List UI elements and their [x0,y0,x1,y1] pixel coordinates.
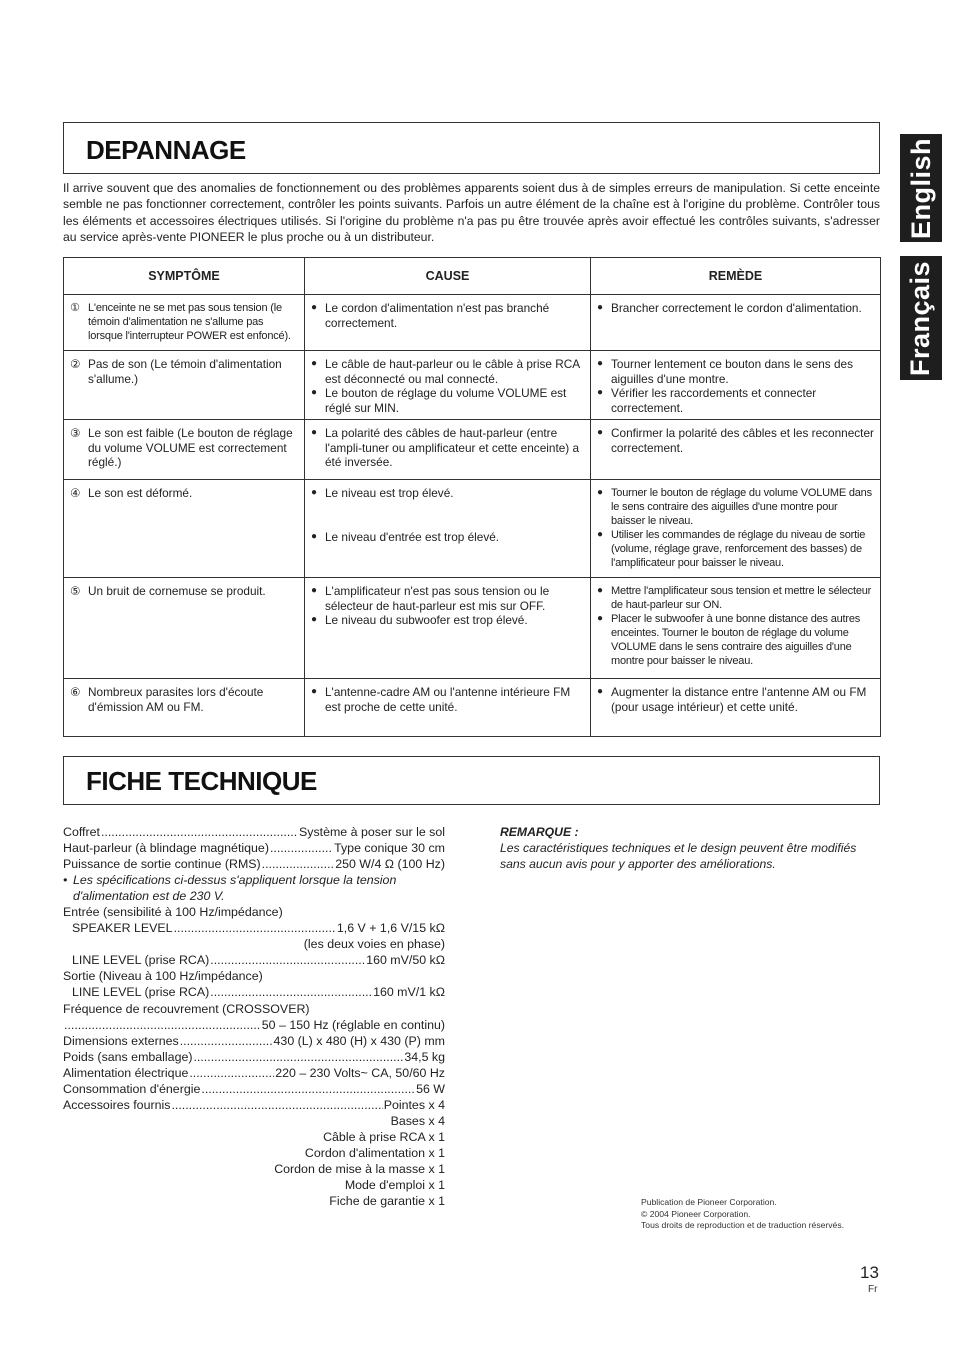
table-row [64,351,881,420]
symptom-cell: ⑥ Nombreux parasites lors d'écoute d'émission AM ou FM. [70,685,264,714]
tab-english [900,134,942,242]
table-row [64,295,881,351]
fiche-title-box [63,756,880,805]
spec-line-in: LINE LEVEL (prise RCA) ..... 160 mV/50 kΩ [63,952,445,968]
publication-info: Publication de Pioneer Corporation. © 2004 Pioneer Corporation. Tous droits de reproduction et de traduction réservés. [641,1197,845,1230]
spec-list [63,824,445,1209]
spec-speaker-level: SPEAKER LEVEL ..... 1,6 V + 1,6 V/15 kΩ [63,920,445,936]
spec-puissance: Puissance de sortie continue (RMS) ..... 250 W/4 Ω (100 Hz) [63,856,445,872]
remedy-item: ● Confirmer la polarité des câbles et les reconnecter correctement. [597,426,874,455]
spec-haut-parleur: Haut-parleur (à blindage magnétique) ..... Type conique 30 cm [63,840,445,856]
remedy-item: ● Tourner lentement ce bouton dans le sens des aiguilles d'une montre. [597,357,853,386]
table-row [64,420,881,480]
remedy-item: ● Vérifier les raccordements et connecter correctement. [597,386,817,415]
tab-francais-label: Français [905,260,936,376]
remedy-item: ● Tourner le bouton de réglage du volume VOLUME dans le sens contraire des aiguilles d'une montre pour baisser le niveau. [597,487,872,527]
accessory-item: Fiche de garantie x 1 [329,1194,445,1209]
cause-item: ● La polarité des câbles de haut-parleur (entre l'ampli-tuner ou amplificateur et cette enceinte) a été inversée. [311,426,580,469]
troubleshooting-table [63,257,881,737]
remarque [500,824,882,872]
depannage-intro: Il arrive souvent que des anomalies de fonctionnement ou des problèmes apparents soient dus à de simples erreurs de manipulation. Si cette enceinte semble ne pas fonctionner correctement, contrôler les points suivants. Parfois un autre élément de la chaîne est à l'origine du problème. Contrôler tous les éléments et accessoires électriques utilisés. Si l'origine du problème n'a pas pu être trouvée après avoir effectué les contrôles suivants, s'adresser au service après-vente PIONEER le plus proche ou à un distributeur. [63,181,880,244]
cause-item: ● Le câble de haut-parleur ou le câble à prise RCA est déconnecté ou mal connecté. [311,357,580,386]
cause-item: ● Le niveau est trop élevé. [311,486,454,500]
fiche-title: FICHE TECHNIQUE [86,766,317,796]
accessory-item: Câble à prise RCA x 1 [323,1129,445,1144]
remedy-item: ● Mettre l'amplificateur sous tension et mettre le sélecteur de haut-parleur sur ON. [597,585,872,611]
accessory-item: Cordon de mise à la masse x 1 [274,1161,445,1176]
spec-accessoires: Accessoires fournis ..... Pointes x 4 [63,1097,445,1113]
cause-item: ● Le niveau du subwoofer est trop élevé. [311,613,528,627]
table-row [64,578,881,679]
remedy-item: ● Brancher correctement le cordon d'alimentation. [597,301,862,315]
header-cause: CAUSE [305,258,591,295]
cause-item: ● Le bouton de réglage du volume VOLUME est réglé sur MIN. [311,386,567,415]
remedy-item: ● Utiliser les commandes de réglage du niveau de sortie (volume, réglage grave, renforcement des basses) de l'amplificateur pour baisser le niveau. [597,529,866,569]
header-symptom: SYMPTÔME [64,258,305,295]
spec-crossover: ..... 50 – 150 Hz (réglable en continu) [63,1017,445,1033]
tab-english-label: English [905,137,936,239]
spec-speaker-level-note: (les deux voies en phase) [303,937,445,952]
header-remedy: REMÈDE [591,258,881,295]
spec-line-out: LINE LEVEL (prise RCA) ..... 160 mV/1 kΩ [63,984,445,1000]
spec-puissance-note: • Les spécifications ci-dessus s'appliquent lorsque la tension d'alimentation est de 230 V. [63,873,397,904]
page-language: Fr [868,1284,878,1295]
symptom-cell: ② Pas de son (Le témoin d'alimentation s'allume.) [70,357,282,386]
table-row [64,679,881,737]
remedy-item: ● Augmenter la distance entre l'antenne AM ou FM (pour usage intérieur) et cette unité. [597,685,867,714]
remarque-heading: REMARQUE : [500,825,579,839]
symptom-cell: ① L'enceinte ne se met pas sous tension (le témoin d'alimentation ne s'allume pas lorsque l'interrupteur POWER est enfoncé). [70,302,291,342]
symptom-cell: ⑤ Un bruit de cornemuse se produit. [70,584,266,598]
cause-item: ● L'amplificateur n'est pas sous tension ou le sélecteur de haut-parleur est mis sur OFF. [311,584,550,613]
symptom-cell: ④ Le son est déformé. [70,486,193,500]
symptom-cell: ③ Le son est faible (Le bouton de réglage du volume VOLUME est correctement réglé.) [70,426,293,469]
depannage-title: DEPANNAGE [86,135,246,165]
remarque-text: Les caractéristiques techniques et le design peuvent être modifiés sans aucun avis pour y apporter des améliorations. [500,841,857,871]
spec-entree-title: Entrée (sensibilité à 100 Hz/impédance) [63,905,283,920]
accessory-item: Mode d'emploi x 1 [344,1178,445,1193]
spec-crossover-title: Fréquence de recouvrement (CROSSOVER) [63,1001,310,1016]
table-row [64,480,881,578]
depannage-title-box [63,122,880,174]
spec-coffret: Coffret ..... Système à poser sur le sol [63,824,445,840]
spec-poids: Poids (sans emballage) ..... 34,5 kg [63,1049,445,1065]
cause-item: ● Le cordon d'alimentation n'est pas branché correctement. [311,301,550,330]
spec-consommation: Consommation d'énergie ..... 56 W [63,1081,445,1097]
cause-item: ● L'antenne-cadre AM ou l'antenne intérieure FM est proche de cette unité. [311,685,571,714]
page-number: 13 [860,1263,879,1282]
cause-item: ● Le niveau d'entrée est trop élevé. [311,529,500,544]
remedy-item: ● Placer le subwoofer à une bonne distance des autres enceintes. Tourner le bouton de réglage du volume VOLUME dans le sens contraire des aiguilles d'une montre pour baisser le niveau. [597,613,861,667]
spec-sortie-title: Sortie (Niveau à 100 Hz/impédance) [63,969,263,984]
accessory-item: Cordon d'alimentation x 1 [304,1145,445,1160]
spec-dimensions: Dimensions externes ..... 430 (L) x 480 (H) x 430 (P) mm [63,1033,445,1049]
tab-francais [900,256,942,380]
accessory-item: Bases x 4 [390,1113,445,1128]
spec-alimentation: Alimentation électrique ..... 220 – 230 Volts~ CA, 50/60 Hz [63,1065,445,1081]
